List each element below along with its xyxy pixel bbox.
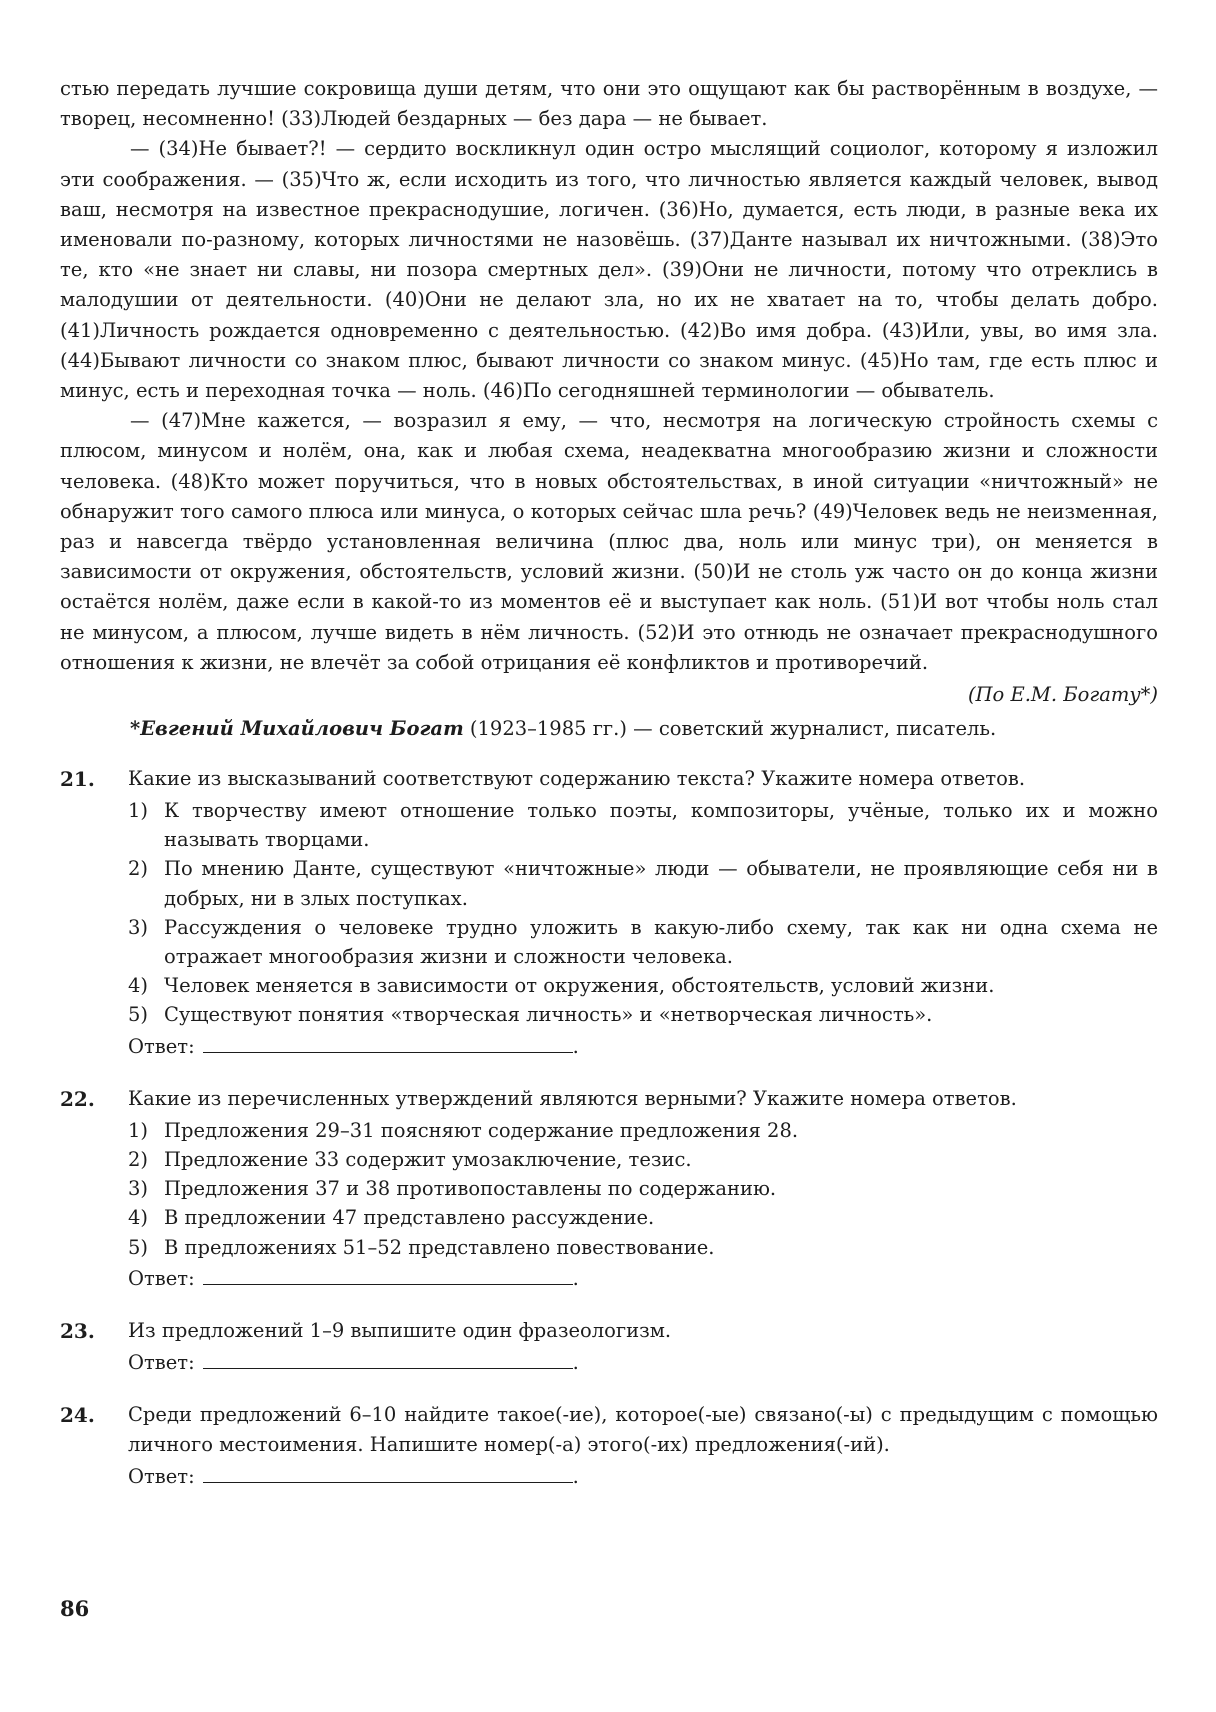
answer-option xyxy=(128,1174,1158,1203)
page-number: 86 xyxy=(60,1596,90,1621)
answer-option xyxy=(128,1116,1158,1145)
task-21 xyxy=(60,764,1158,1062)
answer-options xyxy=(128,1116,1158,1262)
answer-option xyxy=(128,854,1158,912)
text-paragraph-3: — (47)Мне кажется, — возразил я ему, — что, несмотря на логическую стройность схемы с плюсом, минусом и нолём, она, как и любая схема, неадекватна многообразию жизни и сложности человека. (48)Кто может поручиться, что в новых обстоятельствах, в иной ситуации «ничтожный» не обнаружит того самого плюса или минуса, о которых сейчас шла речь? (49)Человек ведь не неизменная, раз и навсегда твёрдо установленная величина (плюс два, ноль или минус три), он меняется в зависимости от окружения, обстоятельств, условий жизни. (50)И не столь уж часто он до конца жизни остаётся нолём, даже если в какой-то из моментов её и выступает как ноль. (51)И вот чтобы ноль стал не минусом, а плюсом, лучше видеть в нём личность. (52)И это отнюдь не означает прекраснодушного отношения к жизни, не влечёт за собой отрицания её конфликтов и противоречий. xyxy=(60,409,1158,674)
answer-option xyxy=(128,971,1158,1000)
answer-option xyxy=(128,913,1158,971)
option-text: В предложении 47 представлено рассуждение. xyxy=(164,1206,655,1230)
answer-line[interactable] xyxy=(203,1034,573,1053)
footnote-author-info: (1923–1985 гг.) — советский журналист, писатель. xyxy=(463,717,997,741)
option-number: 4) xyxy=(128,974,149,998)
task-22 xyxy=(60,1084,1158,1294)
option-number: 2) xyxy=(128,1147,149,1171)
task-number: 21. xyxy=(60,767,95,792)
option-number: 1) xyxy=(128,1118,149,1142)
task-number: 24. xyxy=(60,1402,95,1427)
answer-row: Ответ: . xyxy=(128,1034,579,1058)
option-text: Предложения 37 и 38 противопоставлены по содержанию. xyxy=(164,1177,777,1201)
answer-label: Ответ: xyxy=(128,1266,195,1290)
task-number: 22. xyxy=(60,1086,95,1111)
answer-line[interactable] xyxy=(203,1464,573,1483)
text-source: (По Е.М. Богату*) xyxy=(967,683,1158,707)
option-text: К творчеству имеют отношение только поэты, композиторы, учёные, только их и можно называть творцами. xyxy=(164,799,1158,852)
answer-label: Ответ: xyxy=(128,1464,195,1488)
answer-row: Ответ: . xyxy=(128,1266,579,1290)
option-text: Предложения 29–31 поясняют содержание предложения 28. xyxy=(164,1118,799,1142)
task-question: Среди предложений 6–10 найдите такое(-ие), которое(-ые) связано(-ы) с предыдущим с помощью личного местоимения. Напишите номер(-а) этого(-их) предложения(-ий). xyxy=(128,1402,1158,1456)
answer-label: Ответ: xyxy=(128,1034,195,1058)
answer-option xyxy=(128,796,1158,854)
answer-line[interactable] xyxy=(203,1266,573,1285)
option-number: 5) xyxy=(128,1235,149,1259)
option-text: Предложение 33 содержит умозаключение, тезис. xyxy=(164,1147,692,1171)
answer-option xyxy=(128,1203,1158,1232)
answer-row: Ответ: . xyxy=(128,1350,579,1374)
task-question: Из предложений 1–9 выпишите один фразеологизм. xyxy=(128,1318,672,1342)
answer-label: Ответ: xyxy=(128,1350,195,1374)
option-number: 1) xyxy=(128,799,149,823)
option-number: 3) xyxy=(128,1177,149,1201)
option-number: 3) xyxy=(128,915,149,939)
answer-option xyxy=(128,1000,1158,1029)
task-question: Какие из перечисленных утверждений являются верными? Укажите номера ответов. xyxy=(128,1086,1017,1110)
author-footnote xyxy=(60,714,1158,744)
option-text: Человек меняется в зависимости от окружения, обстоятельств, условий жизни. xyxy=(164,974,995,998)
answer-options xyxy=(128,796,1158,1030)
task-number: 23. xyxy=(60,1318,95,1343)
option-text: В предложениях 51–52 представлено повествование. xyxy=(164,1235,715,1259)
option-number: 4) xyxy=(128,1206,149,1230)
option-text: Рассуждения о человеке трудно уложить в какую-либо схему, так как ни одна схема не отражает многообразия жизни и сложности человека. xyxy=(164,915,1158,969)
answer-row: Ответ: . xyxy=(128,1464,579,1488)
option-text: По мнению Данте, существуют «ничтожные» люди — обыватели, не проявляющие себя ни в добрых, ни в злых поступках. xyxy=(164,857,1158,910)
answer-line[interactable] xyxy=(203,1350,573,1369)
task-question: Какие из высказываний соответствуют содержанию текста? Укажите номера ответов. xyxy=(128,767,1026,791)
footnote-author-name: *Евгений Михайлович Богат xyxy=(130,717,464,741)
option-text: Существуют понятия «творческая личность» и «нетворческая личность». xyxy=(164,1003,933,1027)
option-number: 5) xyxy=(128,1003,149,1027)
task-23 xyxy=(60,1316,1158,1378)
task-24 xyxy=(60,1400,1158,1492)
text-paragraph-1: стью передать лучшие сокровища души детям, что они это ощущают как бы растворённым в воздухе, — творец, несомненно! (33)Людей бездарных — без дара — не бывает. xyxy=(60,77,1158,131)
answer-option xyxy=(128,1233,1158,1262)
answer-option xyxy=(128,1145,1158,1174)
option-number: 2) xyxy=(128,857,149,881)
text-paragraph-2: — (34)Не бывает?! — сердито воскликнул один остро мыслящий социолог, которому я изложил эти соображения. — (35)Что ж, если исходить из того, что личностью является каждый человек, вывод ваш, несмотря на известное прекраснодушие, логичен. (36)Но, думается, есть люди, в разные века их именовали по-разному, которых личностями не назовёшь. (37)Данте называл их ничтожными. (38)Это те, кто «не знает ни славы, ни позора смертных дел». (39)Они не личности, потому что отреклись в малодушии от деятельности. (40)Они не делают зла, но их не хватает на то, чтобы делать добро. (41)Личность рождается одновременно с деятельностью. (42)Во имя добра. (43)Или, увы, во имя зла. (44)Бывают личности со знаком плюс, бывают личности со знаком минус. (45)Но там, где есть плюс и минус, есть и переходная точка — ноль. (46)По сегодняшней терминологии — обыватель. xyxy=(60,137,1158,403)
